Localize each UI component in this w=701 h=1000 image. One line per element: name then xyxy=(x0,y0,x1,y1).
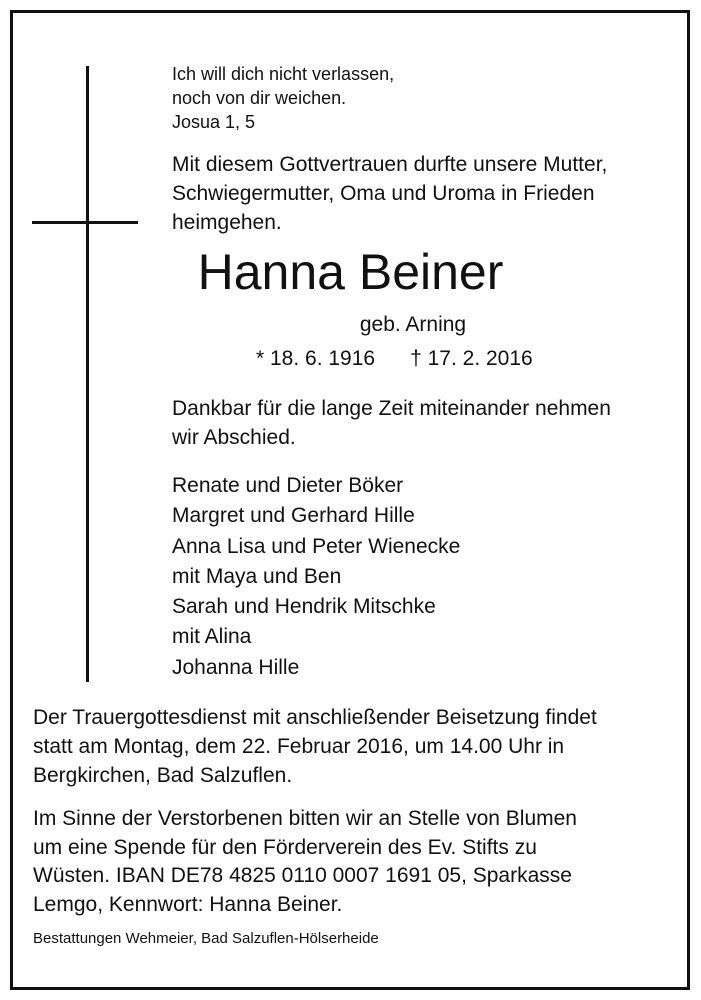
birth-date: * 18. 6. 1916 xyxy=(256,347,376,370)
donation-request xyxy=(33,805,577,919)
mourner-entry: Renate und Dieter Böker xyxy=(172,474,404,497)
thanks-line: Dankbar für die lange Zeit miteinander nehmen xyxy=(172,397,611,420)
service-line: Der Trauergottesdienst mit anschließender Beisetzung findet xyxy=(33,706,597,729)
mourner-entry: Margret und Gerhard Hille xyxy=(172,504,415,528)
mourner-entry: Anna Lisa und Peter Wienecke xyxy=(172,534,461,558)
mourner-entry: mit Maya und Ben xyxy=(172,564,342,588)
cross-horizontal-bar xyxy=(32,221,138,224)
mourners-list xyxy=(172,471,460,683)
verse-line: noch von dir weichen. xyxy=(172,88,347,108)
undertaker-credit: Bestattungen Wehmeier, Bad Salzuflen-Hölserheide xyxy=(33,930,379,947)
thanks-text xyxy=(172,394,611,452)
death-date: † 17. 2. 2016 xyxy=(410,347,533,370)
intro-line: Schwiegermutter, Oma und Uroma in Frieden xyxy=(172,182,595,205)
life-dates xyxy=(256,345,533,373)
cross-vertical-bar xyxy=(86,66,89,682)
verse-reference: Josua 1, 5 xyxy=(172,112,256,132)
thanks-line: wir Abschied. xyxy=(172,426,296,449)
deceased-name: Hanna Beiner xyxy=(197,244,504,300)
mourner-entry: Sarah und Hendrik Mitschke xyxy=(172,595,436,619)
donation-line: Lemgo, Kennwort: Hanna Beiner. xyxy=(33,892,343,916)
intro-text xyxy=(172,150,607,237)
donation-line: Wüsten. IBAN DE78 4825 0110 0007 1691 05, Sparkasse xyxy=(33,864,572,887)
service-line: statt am Montag, dem 22. Februar 2016, um 14.00 Uhr in xyxy=(33,735,565,758)
mourner-entry: mit Alina xyxy=(172,625,252,649)
bible-verse xyxy=(172,62,394,134)
intro-line: Mit diesem Gottvertrauen durfte unsere Mutter, xyxy=(172,153,608,176)
service-line: Bergkirchen, Bad Salzuflen. xyxy=(33,764,293,787)
maiden-name: geb. Arning xyxy=(359,313,467,336)
funeral-service-info xyxy=(33,703,597,790)
mourner-entry: Johanna Hille xyxy=(172,655,300,679)
verse-line: Ich will dich nicht verlassen, xyxy=(172,64,395,84)
donation-line: Im Sinne der Verstorbenen bitten wir an Stelle von Blumen xyxy=(33,807,577,830)
donation-line: um eine Spende für den Förderverein des Ev. Stifts zu xyxy=(33,835,537,859)
intro-line: heimgehen. xyxy=(172,211,282,234)
